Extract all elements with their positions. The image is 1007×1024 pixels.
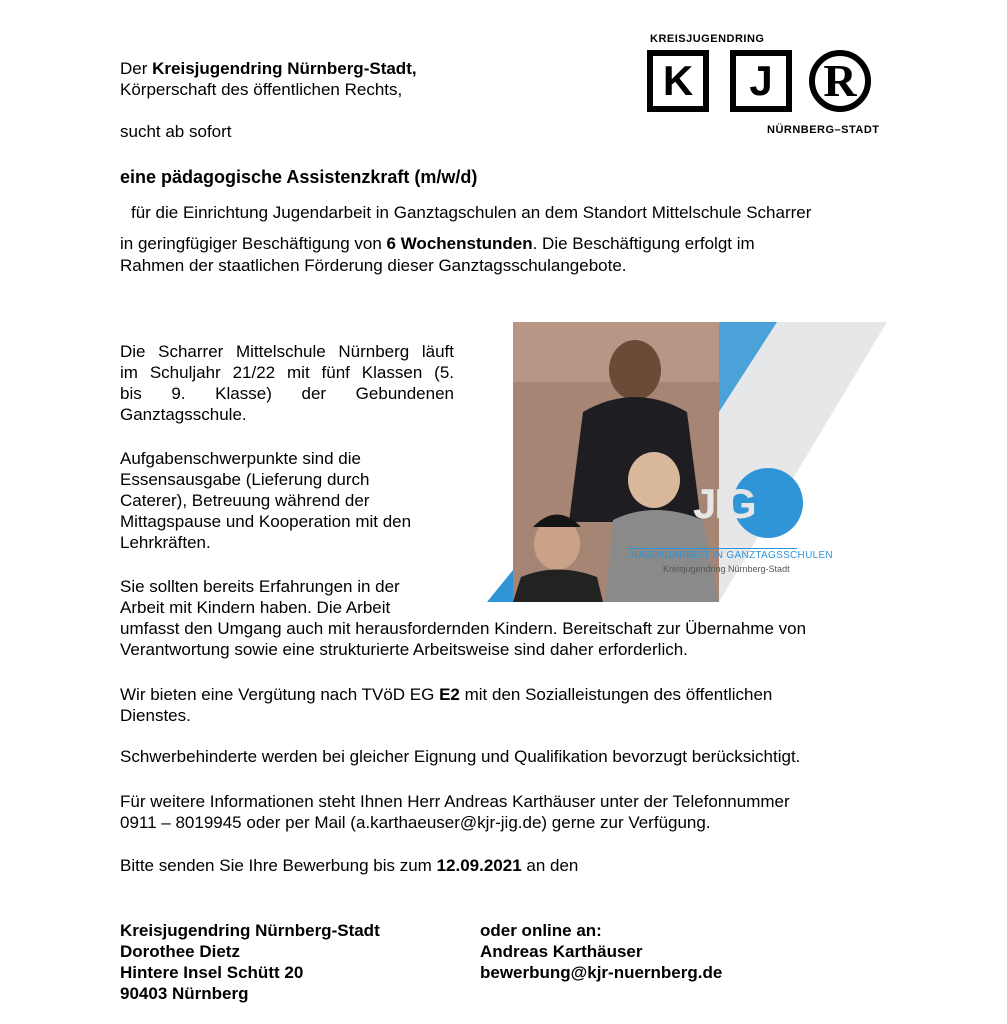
jig-org: Kreisjugendring Nürnberg-Stadt [663,564,790,574]
logo-r-circle [809,50,871,112]
child-1-jacket [569,397,701,522]
jig-logo-text: JIG [693,480,755,527]
child-2-head [628,452,680,508]
online-line-1: oder online an: [480,921,602,940]
tasks-line-2: Essensausgabe (Lieferung durch [120,470,370,489]
tasks-line-5: Lehrkräften. [120,533,211,552]
info-paragraph [120,791,790,833]
experience-line-1: Sie sollten bereits Erfahrungen in der [120,577,400,596]
info-line-2: 0911 – 8019945 oder per Mail (a.karthaeuser@kjr-jig.de) gerne zur Verfügung. [120,813,711,832]
contact-online [480,920,722,983]
pay-post: mit den Sozialleistungen des öffentlichen [459,685,773,704]
postal-line-3: Hintere Insel Schütt 20 [120,963,304,982]
logo-j-box [730,50,792,112]
experience-line-2: Arbeit mit Kindern haben. Die Arbeit [120,598,391,617]
apply-date: 12.09.2021 [436,856,522,875]
online-line-3: bewerbung@kjr-nuernberg.de [480,963,723,982]
header-org-type: Körperschaft des öffentlichen Rechts, [120,80,403,99]
header-org-line [120,58,417,79]
info-line-1: Für weitere Informationen steht Ihnen Herr Andreas Karthäuser unter der Telefonnummer [120,792,790,811]
experience-line-4: Verantwortung sowie eine strukturierte Arbeitsweise sind daher erforderlich. [120,640,688,659]
logo-letter-r: R [823,55,857,106]
position-title: eine pädagogische Assistenzkraft (m/w/d) [120,167,478,187]
apply-post: an den [521,856,579,875]
logo-bottom-text: NÜRNBERG–STADT [767,124,880,136]
school-line-1: Die Scharrer Mittelschule Nürnberg läuft [120,342,454,361]
position-employment-line2: Rahmen der staatlichen Förderung dieser Ganztagsschulangebote. [120,256,627,275]
tasks-line-1: Aufgabenschwerpunkte sind die [120,449,361,468]
apply-pre: Bitte senden Sie Ihre Bewerbung bis zum [120,856,437,875]
employment-hours: 6 Wochenstunden [386,234,533,253]
jig-divider-line [627,548,797,549]
logo-letter-k: K [662,57,694,104]
header-seeks: sucht ab sofort [120,122,232,141]
jig-title: JUGENDARBEIT IN GANZTAGSSCHULEN [629,550,833,561]
contact-postal [120,920,380,1004]
pay-grade: E2 [439,685,460,704]
pay-line-1 [120,684,772,705]
tasks-line-4: Mittagspause und Kooperation mit den [120,512,412,531]
employment-post: . Die Beschäftigung erfolgt im [532,234,755,253]
header-prefix: Der [120,59,153,78]
jig-flyer-image [487,322,887,602]
postal-line-2: Dorothee Dietz [120,942,240,961]
pay-pre: Wir bieten eine Vergütung nach TVöD EG [120,685,440,704]
header-org-name: Kreisjugendring Nürnberg-Stadt, [152,59,417,78]
apply-line [120,855,578,876]
pay-paragraph [120,684,772,726]
postal-line-4: 90403 Nürnberg [120,984,249,1003]
blue-corner-shape [487,570,513,602]
child-1-head [609,340,661,400]
pay-line-2: Dienstes. [120,706,191,725]
tasks-paragraph [120,448,411,553]
online-line-2: Andreas Karthäuser [480,942,643,961]
postal-line-1: Kreisjugendring Nürnberg-Stadt [120,921,380,940]
school-line-3: bis 9. Klasse) der Gebundenen [120,384,454,403]
disabled-note: Schwerbehinderte werden bei gleicher Eignung und Qualifikation bevorzugt berücksichtigt. [120,747,801,766]
logo-top-text: KREISJUGENDRING [650,33,765,45]
tasks-line-3: Caterer), Betreuung während der [120,491,370,510]
logo-letter-j: J [749,57,773,104]
position-location: für die Einrichtung Jugendarbeit in Ganztagschulen an dem Standort Mittelschule Scharrer [131,203,812,222]
school-line-4: Ganztagsschule. [120,405,247,424]
position-employment [120,233,755,254]
employment-pre: in geringfügiger Beschäftigung von [120,234,387,253]
logo-k-box [647,50,709,112]
school-line-2: im Schuljahr 21/22 mit fünf Klassen (5. [120,363,454,382]
experience-line-3: umfasst den Umgang auch mit herausfordernden Kindern. Bereitschaft zur Übernahme von [120,619,807,638]
school-paragraph [120,341,454,425]
